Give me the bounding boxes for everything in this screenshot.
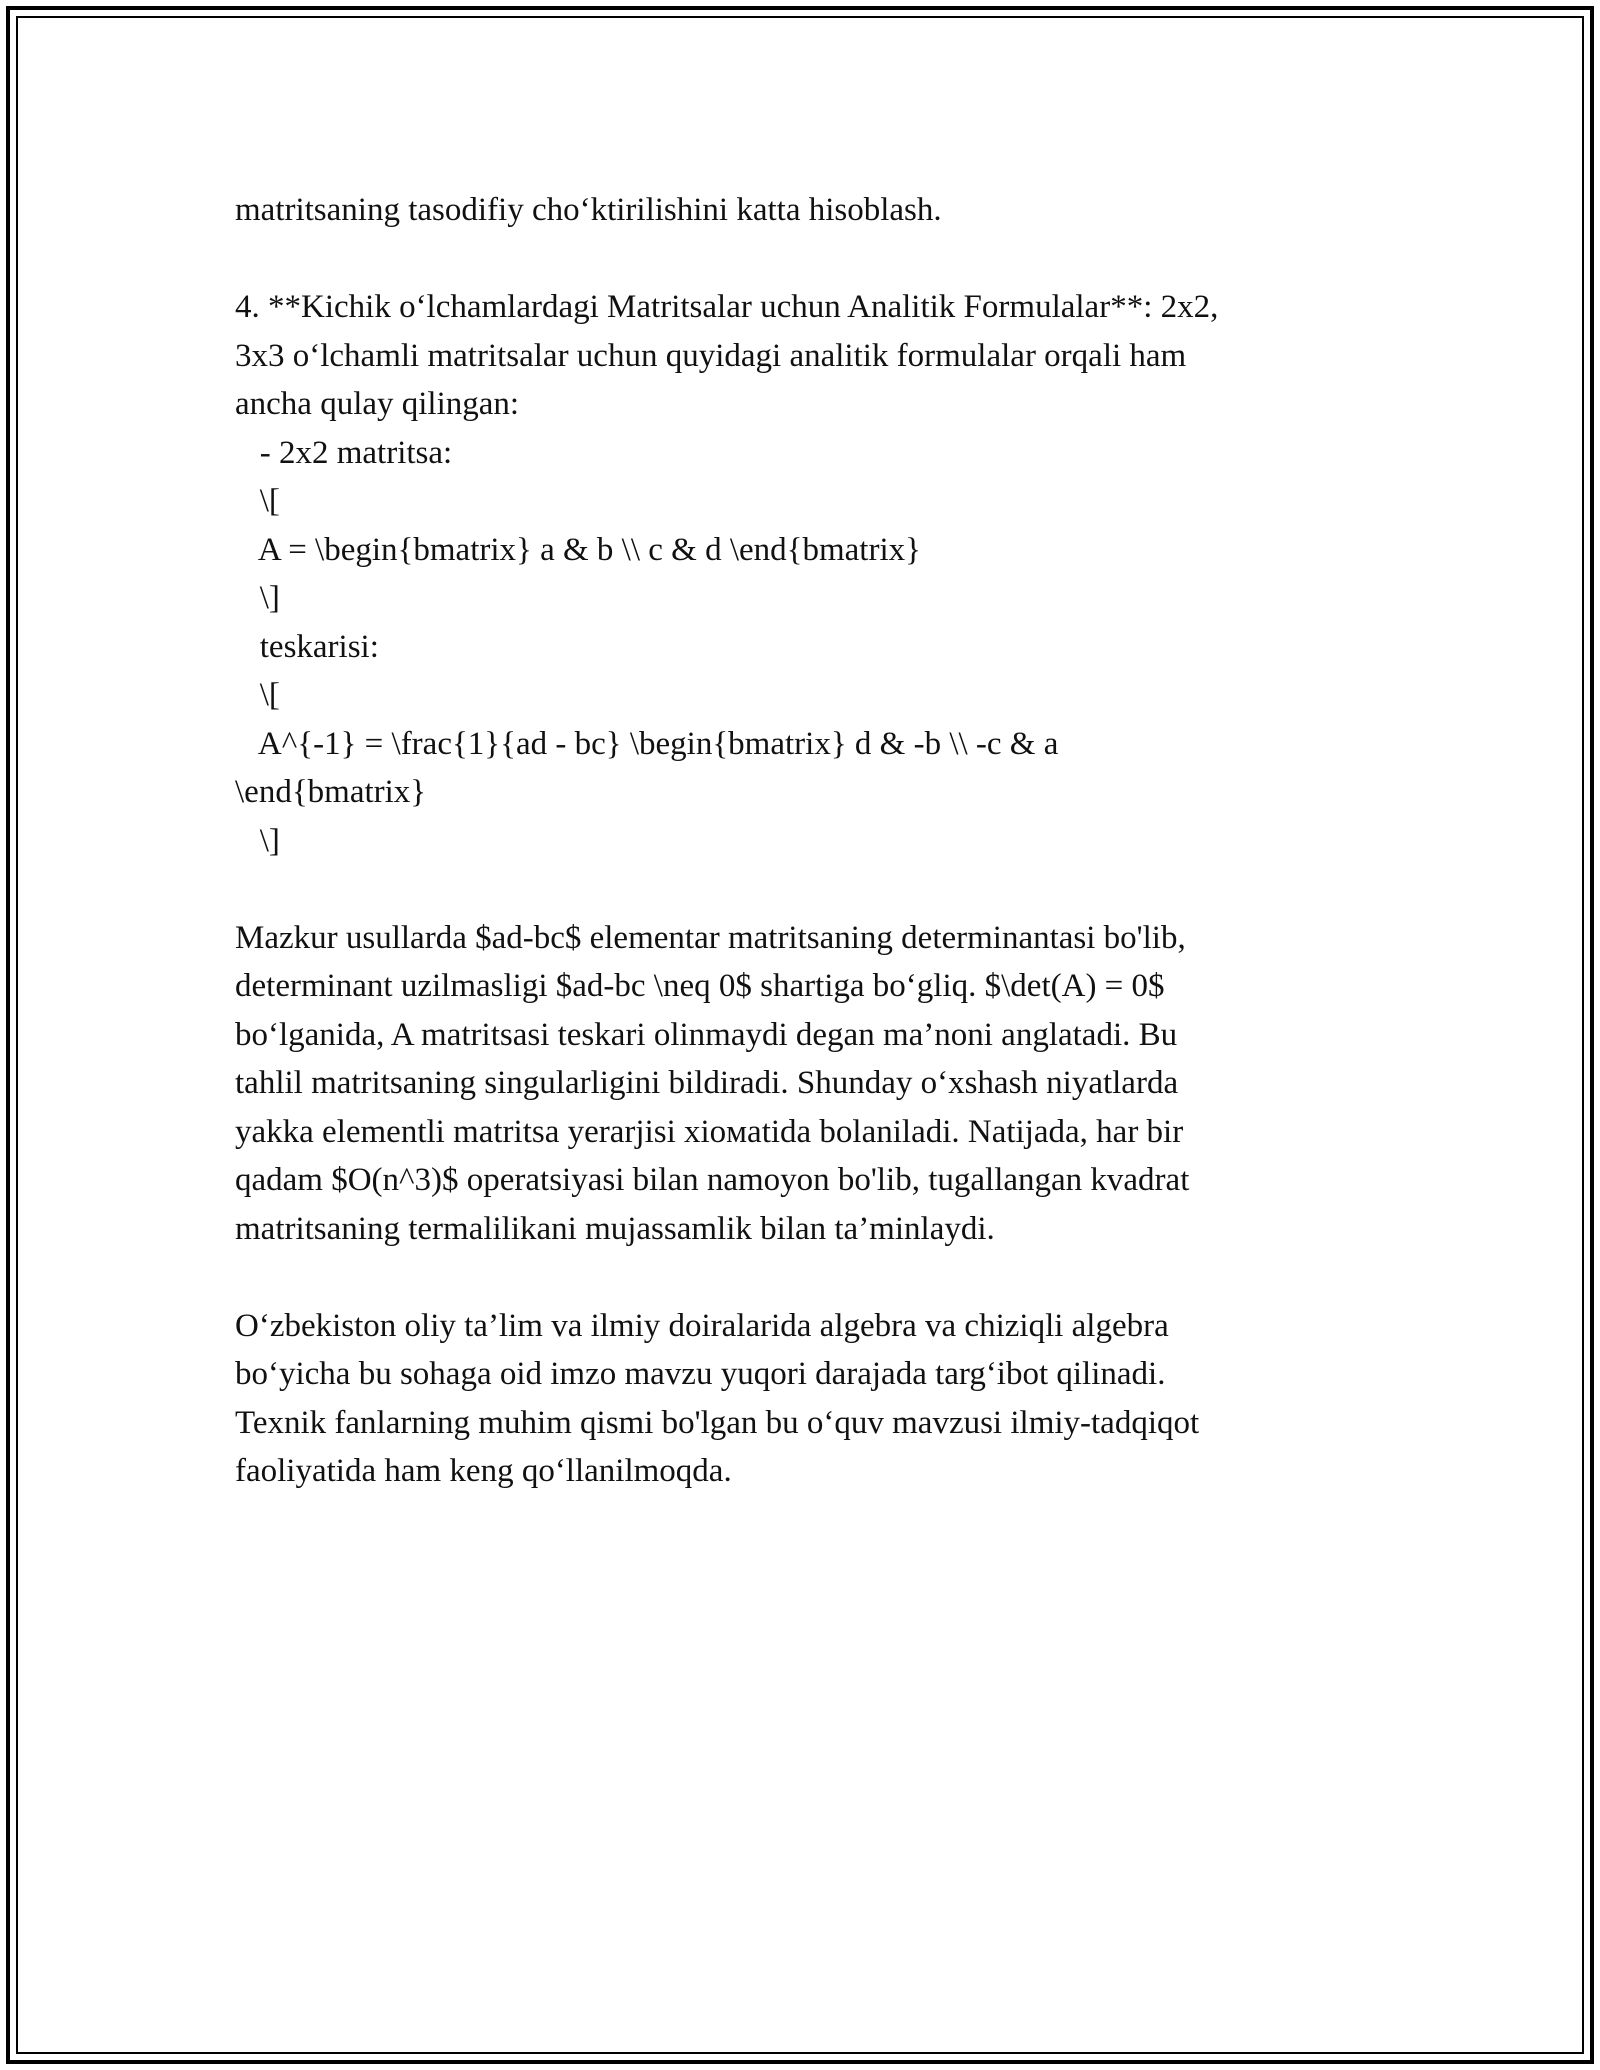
latex-display-close: \] [235, 822, 280, 859]
latex-matrix-a: A = \begin{bmatrix} a & b \\ c & d \end{bmatrix} [235, 531, 921, 568]
text-line: 4. **Kichik o‘lchamlardagi Matritsalar uchun Analitik Formulalar**: 2x2, [235, 289, 1219, 325]
text-line: Texnik fanlarning muhim qismi bo'lgan bu o‘quv mavzusi ilmiy-tadqiqot [235, 1404, 1200, 1441]
text-line: ancha qulay qilingan: [235, 386, 520, 422]
text-line: bo‘lganida, A matritsasi teskari olinmaydi degan ma’noni anglatadi. Bu [235, 1016, 1178, 1053]
text-line: yakka elementli matritsa yerarjisi xioмatida bolaniladi. Natijada, har bir [235, 1113, 1184, 1150]
text-line: - 2x2 matritsa: [235, 434, 453, 471]
text-line: qadam $O(n^3)$ operatsiyasi bilan namoyon bo'lib, tugallangan kvadrat [235, 1162, 1190, 1198]
text-line: matritsaning termalilikani mujassamlik bilan ta’minlaydi. [235, 1210, 995, 1247]
text-line: bo‘yicha bu sohaga oid imzo mavzu yuqori darajada targ‘ibot qilinadi. [235, 1356, 1166, 1392]
text-line: matritsaning tasodifiy cho‘ktirilishini katta hisoblash. [235, 192, 942, 228]
text-line: Mazkur usullarda $ad-bc$ elementar matritsaning determinantasi bo'lib, [235, 919, 1186, 956]
document-body [235, 186, 1355, 1496]
latex-inverse-formula: A^{-1} = \frac{1}{ad - bc} \begin{bmatrix} d & -b \\ -c & a [235, 725, 1059, 762]
text-line: O‘zbekiston oliy ta’lim va ilmiy doiralarida algebra va chiziqli algebra [235, 1307, 1169, 1344]
paragraph-uzbekistan [235, 1302, 1355, 1496]
text-line: determinant uzilmasligi $ad-bc \neq 0$ shartiga bo‘gliq. $\det(A) = 0$ [235, 968, 1165, 1004]
text-line: tahlil matritsaning singularligini bildiradi. Shunday o‘xshash niyatlarda [235, 1065, 1179, 1101]
list-item-4 [235, 283, 1355, 865]
paragraph-spacer [235, 865, 1355, 914]
text-line: teskarisi: [235, 628, 379, 665]
latex-display-close: \] [235, 580, 280, 616]
paragraph-determinant [235, 914, 1355, 1254]
text-line: faoliyatida ham keng qo‘llanilmoqda. [235, 1453, 732, 1489]
paragraph-spacer [235, 235, 1355, 284]
paragraph-spacer [235, 1253, 1355, 1302]
paragraph-continuation [235, 186, 1355, 235]
text-line: 3x3 o‘lchamli matritsalar uchun quyidagi analitik formulalar orqali ham [235, 337, 1187, 374]
latex-inverse-formula-end: \end{bmatrix} [235, 774, 427, 810]
latex-display-open: \[ [235, 483, 280, 519]
latex-display-open: \[ [235, 677, 280, 713]
